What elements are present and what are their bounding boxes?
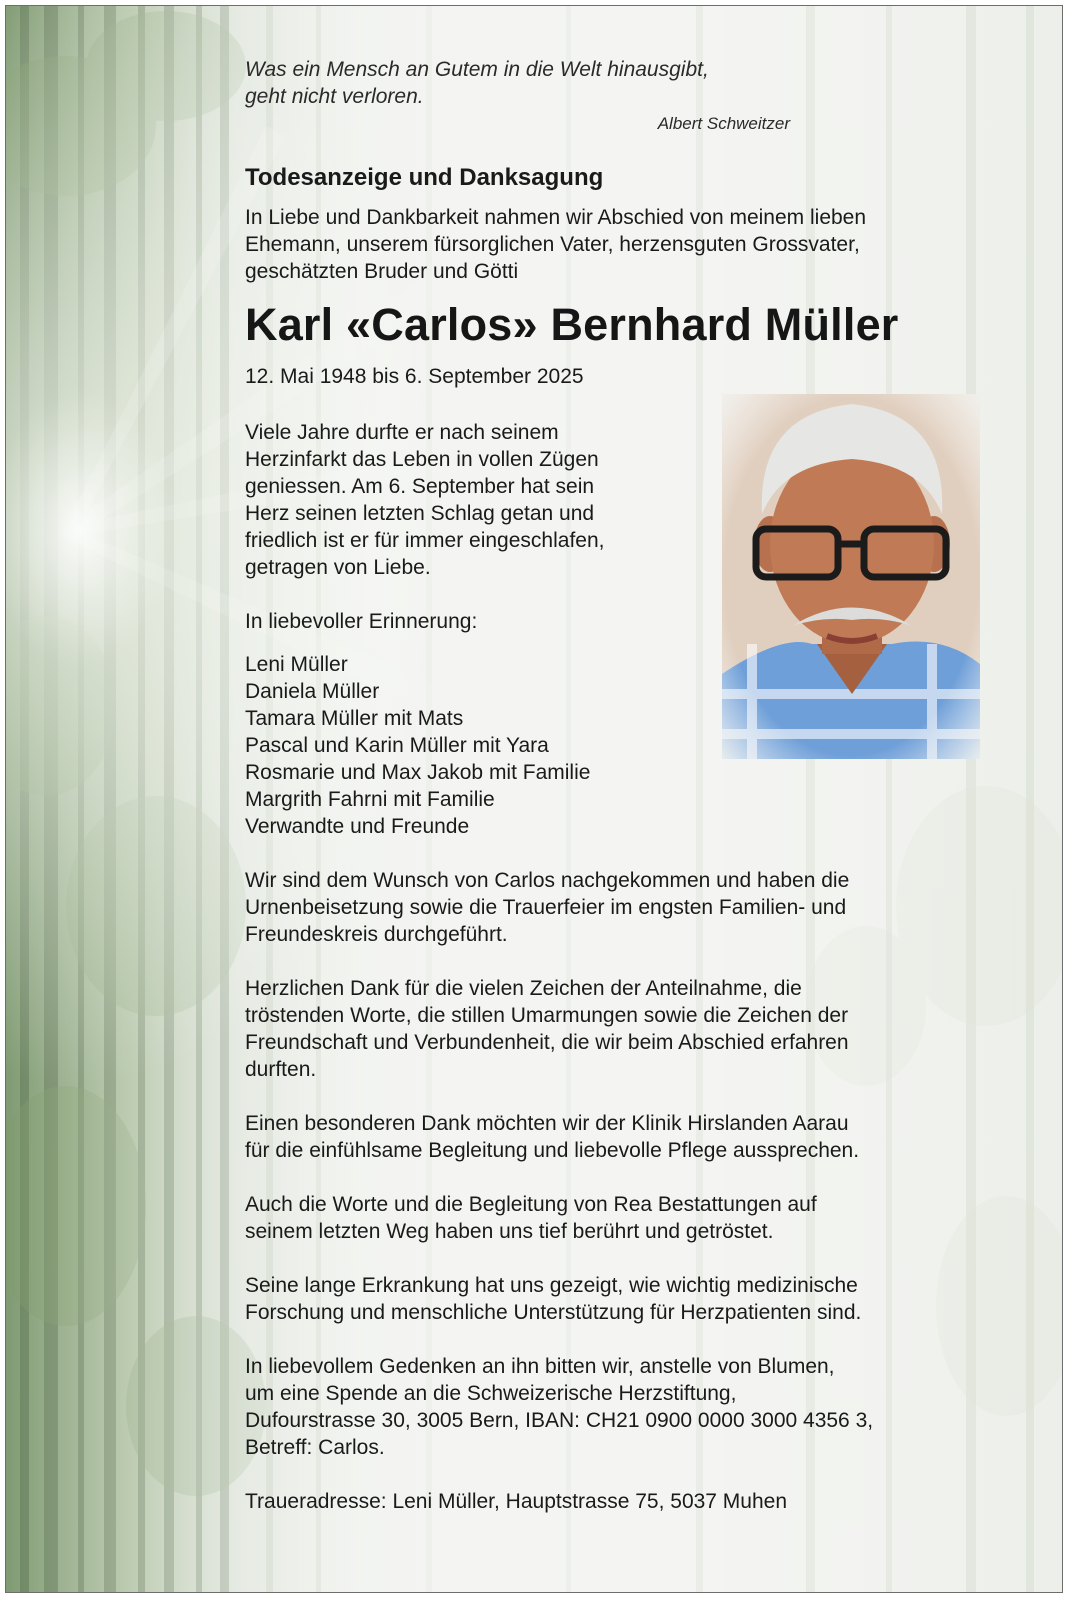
- quote: [245, 56, 1005, 110]
- mourner: Verwandte und Freunde: [245, 815, 470, 838]
- clinic-paragraph: [245, 1110, 1005, 1164]
- mourner: Leni Müller: [245, 653, 348, 676]
- announcement-heading: Todesanzeige und Danksagung: [245, 164, 604, 191]
- quote-line: Was ein Mensch an Gutem in die Welt hinausgibt,: [245, 58, 709, 81]
- paragraph-line: Auch die Worte und die Begleitung von Rea Bestattungen auf: [245, 1193, 817, 1216]
- memory-intro: In liebevoller Erinnerung:: [245, 610, 478, 633]
- paragraph-line: tröstenden Worte, die stillen Umarmungen sowie die Zeichen der: [245, 1004, 849, 1027]
- story-line: Herzinfarkt das Leben in vollen Zügen: [245, 448, 599, 471]
- mourner: Margrith Fahrni mit Familie: [245, 788, 495, 811]
- mourning-address: Traueradresse: Leni Müller, Hauptstrasse 75, 5037 Muhen: [245, 1490, 788, 1513]
- mourner: Daniela Müller: [245, 680, 380, 703]
- paragraph-line: für die einfühlsame Begleitung und liebevolle Pflege aussprechen.: [245, 1139, 860, 1162]
- paragraph-line: Freundschaft und Verbundenheit, die wir beim Abschied erfahren: [245, 1031, 849, 1054]
- paragraph-line: Einen besonderen Dank möchten wir der Klinik Hirslanden Aarau: [245, 1112, 849, 1135]
- paragraph-line: Urnenbeisetzung sowie die Trauerfeier im engsten Familien- und: [245, 896, 847, 919]
- donation-paragraph: [245, 1353, 1005, 1461]
- life-dates: 12. Mai 1948 bis 6. September 2025: [245, 365, 584, 388]
- mourners-list: [245, 651, 1005, 840]
- intro-line: Ehemann, unserem fürsorglichen Vater, herzensguten Grossvater,: [245, 233, 860, 256]
- obituary-text: [245, 56, 1005, 1515]
- mourner: Tamara Müller mit Mats: [245, 707, 464, 730]
- paragraph-line: In liebevollem Gedenken an ihn bitten wir, anstelle von Blumen,: [245, 1355, 835, 1378]
- paragraph-line: Wir sind dem Wunsch von Carlos nachgekommen und haben die: [245, 869, 850, 892]
- paragraph-line: Forschung und menschliche Unterstützung für Herzpatienten sind.: [245, 1301, 862, 1324]
- story-line: getragen von Liebe.: [245, 556, 431, 579]
- intro-line: geschätzten Bruder und Götti: [245, 260, 519, 283]
- mourner: Pascal und Karin Müller mit Yara: [245, 734, 549, 757]
- paragraph-line: durften.: [245, 1058, 317, 1081]
- paragraph-line: um eine Spende an die Schweizerische Herzstiftung,: [245, 1382, 737, 1405]
- story-line: Herz seinen letzten Schlag getan und: [245, 502, 595, 525]
- research-paragraph: [245, 1272, 1005, 1326]
- paragraph-line: Betreff: Carlos.: [245, 1436, 385, 1459]
- intro-text: [245, 204, 1005, 285]
- story-line: friedlich ist er für immer eingeschlafen,: [245, 529, 605, 552]
- obituary-page: [5, 5, 1063, 1593]
- paragraph-line: Freundeskreis durchgeführt.: [245, 923, 508, 946]
- quote-author: Albert Schweitzer: [657, 114, 790, 133]
- intro-line: In Liebe und Dankbarkeit nahmen wir Abschied von meinem lieben: [245, 206, 867, 229]
- story-text: [245, 419, 705, 581]
- paragraph-line: Dufourstrasse 30, 3005 Bern, IBAN: CH21 0900 0000 3000 4356 3,: [245, 1409, 874, 1432]
- paragraph-line: seinem letzten Weg haben uns tief berührt und getröstet.: [245, 1220, 774, 1243]
- thanks-paragraph: [245, 975, 1005, 1083]
- mourner: Rosmarie und Max Jakob mit Familie: [245, 761, 591, 784]
- undertaker-paragraph: [245, 1191, 1005, 1245]
- story-line: Viele Jahre durfte er nach seinem: [245, 421, 559, 444]
- paragraph-line: Herzlichen Dank für die vielen Zeichen der Anteilnahme, die: [245, 977, 802, 1000]
- quote-line: geht nicht verloren.: [245, 85, 424, 108]
- story-line: geniessen. Am 6. September hat sein: [245, 475, 595, 498]
- deceased-name: Karl «Carlos» Bernhard Müller: [245, 299, 899, 350]
- funeral-paragraph: [245, 867, 1005, 948]
- paragraph-line: Seine lange Erkrankung hat uns gezeigt, wie wichtig medizinische: [245, 1274, 858, 1297]
